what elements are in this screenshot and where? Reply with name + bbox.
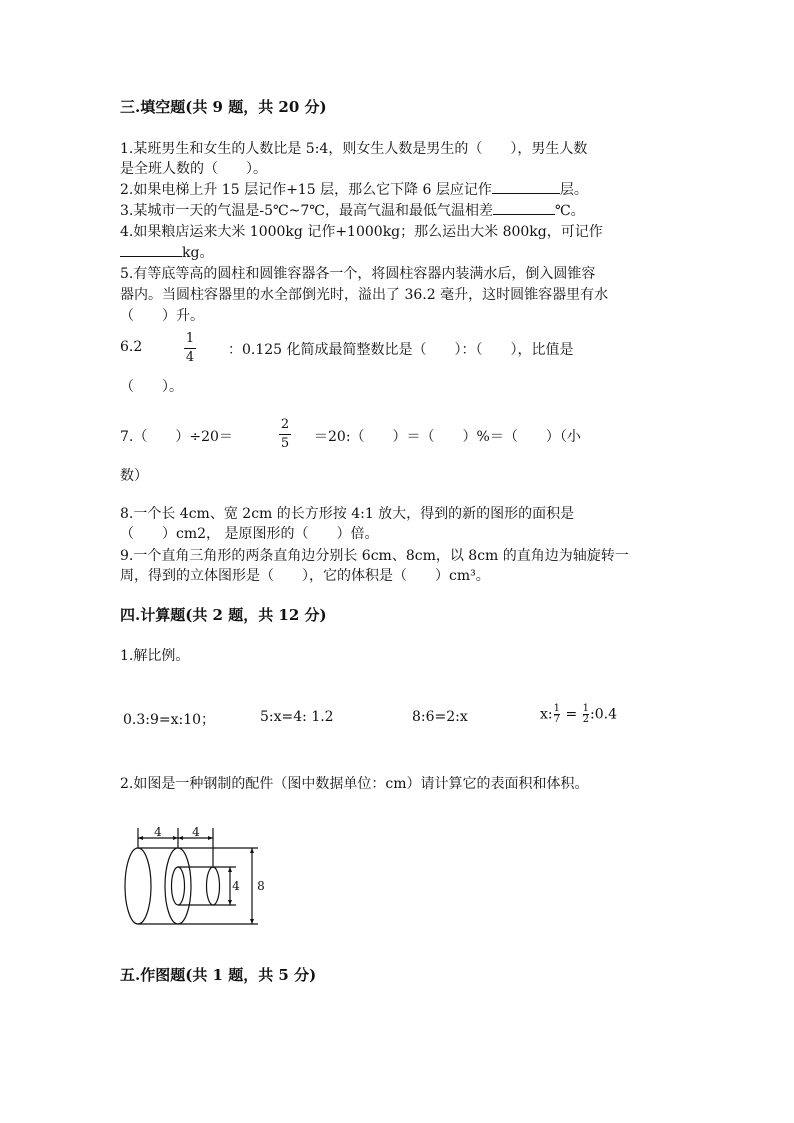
q5-line3: （ ）升。 bbox=[120, 308, 204, 324]
q7-fraction-numerator: 2 bbox=[280, 417, 290, 432]
q6-prefix: 6.2 bbox=[120, 339, 143, 355]
fraction-bar bbox=[184, 348, 196, 349]
q6-text: ：0.125 化简成最简整数比是（ ）：（ ），比值是 bbox=[228, 342, 574, 358]
q2-unit: 层。 bbox=[559, 182, 588, 198]
q1-line2: 是全班人数的（ ）。 bbox=[120, 161, 267, 177]
q7-fraction-denominator: 5 bbox=[280, 436, 290, 451]
section-5-heading: 五.作图题(共 1 题，共 5 分) bbox=[120, 966, 317, 984]
arrowhead bbox=[228, 867, 232, 872]
q4-line2 bbox=[120, 242, 213, 262]
q1-line1: 1.某班男生和女生的人数比是 5:4，则女生人数是男生的（ ），男生人数 bbox=[120, 141, 588, 157]
outer-cylinder-right-face bbox=[165, 848, 191, 924]
q9-line2: 周，得到的立体图形是（ ），它的体积是（ ）cm³。 bbox=[120, 568, 490, 584]
equation-3: 8:6=2:x bbox=[412, 709, 468, 725]
q3-answer-blank[interactable] bbox=[493, 214, 555, 215]
dim-label-top-right: 4 bbox=[192, 825, 200, 839]
q2-line bbox=[120, 179, 588, 199]
calc-q2-title: 2.如图是一种钢制的配件（图中数据单位：cm）请计算它的表面积和体积。 bbox=[120, 776, 589, 792]
q7-fraction bbox=[279, 417, 291, 452]
fraction-denominator: 7 bbox=[553, 714, 560, 725]
section-3-heading: 三.填空题(共 9 题，共 20 分) bbox=[120, 98, 327, 116]
q6-fraction-numerator: 1 bbox=[185, 331, 195, 346]
equation-4-x: x: bbox=[540, 706, 553, 723]
arrowhead bbox=[228, 900, 232, 905]
section-4-heading: 四.计算题(共 2 题，共 12 分) bbox=[120, 606, 327, 624]
q7-text: ＝20:（ ）＝（ ）%＝（ ）（小 bbox=[314, 429, 581, 445]
q8-line1: 8.一个长 4cm、宽 2cm 的长方形按 4:1 放大，得到的新的图形的面积是 bbox=[120, 506, 575, 522]
arrowhead bbox=[173, 836, 178, 840]
fraction-numerator: 1 bbox=[553, 703, 560, 714]
equation-2: 5:x=4: 1.2 bbox=[260, 709, 334, 725]
arrowhead bbox=[178, 836, 183, 840]
calc-q1-title: 1.解比例。 bbox=[120, 648, 190, 664]
equation-4-fraction-2 bbox=[583, 704, 589, 725]
q4-unit: kg。 bbox=[182, 245, 214, 261]
q6-fraction-denominator: 4 bbox=[185, 350, 195, 365]
dim-label-outer-height: 8 bbox=[257, 879, 265, 893]
q3-text: 3.某城市一天的气温是-5℃~7℃，最高气温和最低气温相差 bbox=[120, 203, 493, 219]
q7-prefix: 7.（ ）÷20＝ bbox=[120, 429, 233, 445]
fraction-denominator: 2 bbox=[582, 714, 590, 725]
arrowhead bbox=[250, 919, 254, 924]
equation-4-fraction-1 bbox=[554, 704, 560, 725]
equation-1: 0.3:9=x:10； bbox=[123, 712, 216, 728]
q7-line2: 数） bbox=[120, 468, 148, 484]
equation-4-equals: = bbox=[565, 706, 578, 723]
q3-unit: ℃。 bbox=[554, 203, 585, 219]
q2-answer-blank[interactable] bbox=[492, 193, 560, 194]
outer-cylinder-left-end bbox=[125, 848, 151, 924]
steel-part-figure bbox=[118, 822, 278, 928]
inner-cylinder-end bbox=[207, 867, 220, 905]
q5-line1: 5.有等底等高的圆柱和圆锥容器各一个，将圆柱容器内装满水后，倒入圆锥容 bbox=[120, 266, 596, 282]
q2-text: 2.如果电梯上升 15 层记作+15 层，那么它下降 6 层应记作 bbox=[120, 182, 492, 198]
q6-line2: （ ）。 bbox=[120, 379, 183, 395]
arrowhead bbox=[208, 836, 213, 840]
arrowhead bbox=[250, 848, 254, 853]
fraction-numerator: 1 bbox=[582, 703, 590, 714]
equation-4-tail: :0.4 bbox=[590, 706, 617, 723]
q3-line bbox=[120, 200, 585, 220]
equation-4 bbox=[540, 704, 617, 725]
q9-line1: 9.一个直角三角形的两条直角边分别长 6cm、8cm，以 8cm 的直角边为轴旋转一 bbox=[120, 548, 629, 564]
q5-line2: 器内。当圆柱容器里的水全部倒光时，溢出了 36.2 毫升，这时圆锥容器里有水 bbox=[120, 287, 609, 303]
fraction-bar bbox=[279, 434, 291, 435]
dim-label-top-left: 4 bbox=[154, 825, 162, 839]
q4-answer-blank[interactable] bbox=[120, 256, 182, 257]
dim-label-inner-height: 4 bbox=[232, 879, 240, 893]
q4-line1: 4.如果粮店运来大米 1000kg 记作+1000kg；那么运出大米 800kg，可记作 bbox=[120, 224, 603, 240]
q6-fraction bbox=[184, 331, 196, 366]
q8-line2: （ ）cm2， 是原图形的（ ）倍。 bbox=[120, 526, 379, 542]
arrowhead bbox=[138, 836, 143, 840]
